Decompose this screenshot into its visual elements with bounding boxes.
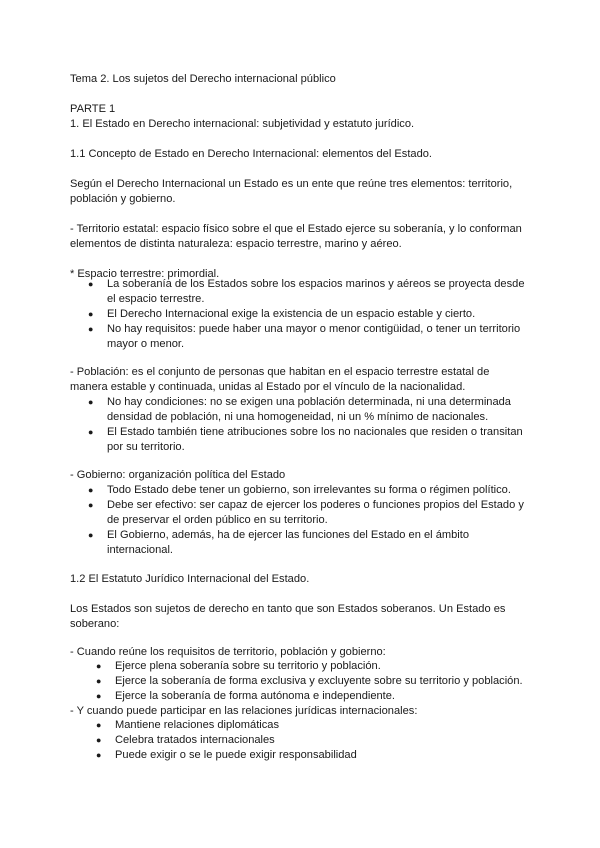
section-1-1-heading: 1.1 Concepto de Estado en Derecho Internacional: elementos del Estado. [70, 148, 433, 160]
bullet-icon: ● [88, 530, 94, 540]
poblacion-line: - Población: es el conjunto de personas que habitan en el espacio terrestre estatal de [70, 366, 490, 378]
bullet-icon: ● [88, 309, 94, 319]
cuando-1-bullet-line: Ejerce la soberanía de forma exclusiva y excluyente sobre su territorio y población. [115, 675, 523, 687]
poblacion-bullet-line: No hay condiciones: no se exigen una población determinada, ni una determinada [107, 396, 511, 408]
gobierno-bullet-line: Todo Estado debe tener un gobierno, son irrelevantes su forma o régimen político. [107, 484, 511, 496]
document-title: Tema 2. Los sujetos del Derecho internacional público [70, 73, 336, 85]
cuando-2-heading: - Y cuando puede participar en las relaciones jurídicas internacionales: [70, 705, 418, 717]
bullet-icon: ● [88, 397, 94, 407]
cuando-1-heading: - Cuando reúne los requisitos de territorio, población y gobierno: [70, 646, 386, 658]
bullet-icon: ● [88, 500, 94, 510]
bullet-icon: ● [88, 427, 94, 437]
poblacion-bullet-line: por su territorio. [107, 441, 185, 453]
soberanos-line: Los Estados son sujetos de derecho en tanto que son Estados soberanos. Un Estado es [70, 603, 506, 615]
espacio-bullet-line: La soberanía de los Estados sobre los espacios marinos y aéreos se proyecta desde [107, 278, 525, 290]
bullet-icon: ● [96, 661, 102, 671]
gobierno-bullet-line: internacional. [107, 544, 173, 556]
bullet-icon: ● [88, 485, 94, 495]
bullet-icon: ● [88, 279, 94, 289]
bullet-icon: ● [96, 735, 102, 745]
bullet-icon: ● [96, 720, 102, 730]
espacio-bullet-line: mayor o menor. [107, 338, 185, 350]
bullet-icon: ● [96, 676, 102, 686]
espacio-heading: * Espacio terrestre: primordial. [70, 268, 220, 280]
gobierno-heading: - Gobierno: organización política del Estado [70, 469, 286, 481]
soberanos-line: soberano: [70, 618, 120, 630]
gobierno-bullet-line: Debe ser efectivo: ser capaz de ejercer los poderes o funciones propios del Estado y [107, 499, 524, 511]
gobierno-bullet-line: El Gobierno, además, ha de ejercer las funciones del Estado en el ámbito [107, 529, 469, 541]
intro-line: población y gobierno. [70, 193, 176, 205]
cuando-1-bullet-line: Ejerce plena soberanía sobre su territorio y población. [115, 660, 381, 672]
bullet-icon: ● [96, 750, 102, 760]
cuando-2-bullet-line: Celebra tratados internacionales [115, 734, 275, 746]
poblacion-bullet-line: El Estado también tiene atribuciones sobre los no nacionales que residen o transitan [107, 426, 523, 438]
section-1-2-heading: 1.2 El Estatuto Jurídico Internacional del Estado. [70, 573, 310, 585]
part-heading: PARTE 1 [70, 103, 116, 115]
bullet-icon: ● [88, 324, 94, 334]
territorio-line: elementos de distinta naturaleza: espacio terrestre, marino y aéreo. [70, 238, 402, 250]
poblacion-bullet-line: densidad de población, ni una homogeneidad, ni un % mínimo de nacionales. [107, 411, 489, 423]
bullet-icon: ● [96, 691, 102, 701]
intro-line: Según el Derecho Internacional un Estado es un ente que reúne tres elementos: territorio, [70, 178, 513, 190]
territorio-line: - Territorio estatal: espacio físico sobre el que el Estado ejerce su soberanía, y lo conforman [70, 223, 522, 235]
cuando-2-bullet-line: Mantiene relaciones diplomáticas [115, 719, 280, 731]
cuando-2-bullet-line: Puede exigir o se le puede exigir responsabilidad [115, 749, 357, 761]
cuando-1-bullet-line: Ejerce la soberanía de forma autónoma e independiente. [115, 690, 395, 702]
gobierno-bullet-line: de preservar el orden público en su territorio. [107, 514, 328, 526]
espacio-bullet-line: el espacio terrestre. [107, 293, 205, 305]
poblacion-line: manera estable y continuada, unidas al Estado por el vínculo de la nacionalidad. [70, 381, 466, 393]
section-1-heading: 1. El Estado en Derecho internacional: subjetividad y estatuto jurídico. [70, 118, 415, 130]
espacio-bullet-line: No hay requisitos: puede haber una mayor o menor contigüidad, o tener un territorio [107, 323, 521, 335]
espacio-bullet-line: El Derecho Internacional exige la existencia de un espacio estable y cierto. [107, 308, 476, 320]
